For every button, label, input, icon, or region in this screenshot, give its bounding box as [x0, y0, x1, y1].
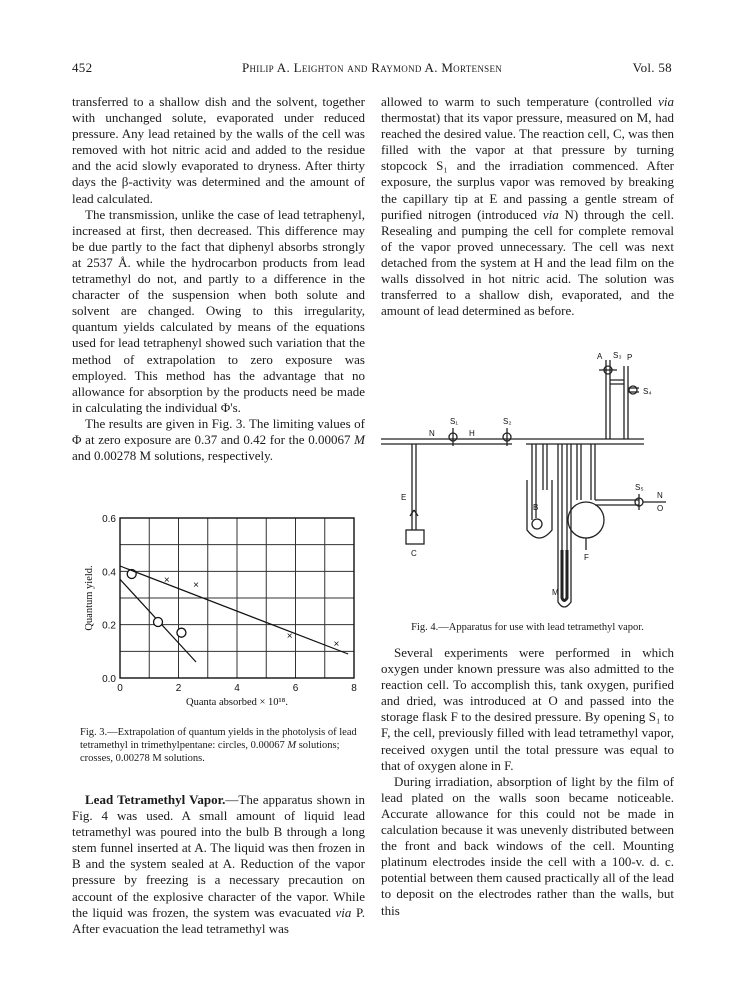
- label-m: M: [552, 588, 559, 597]
- cross-data-point: ×: [163, 574, 170, 586]
- label-s1: S₁: [450, 417, 459, 426]
- x-tick-label: 0: [117, 683, 123, 694]
- x-tick-label: 6: [292, 683, 299, 694]
- reaction-cell: [406, 530, 424, 544]
- page-number: 452: [72, 60, 93, 75]
- storage-flask: [568, 502, 604, 538]
- pump-line: [624, 366, 628, 439]
- label-b: B: [533, 503, 539, 512]
- label-s4: S₄: [643, 387, 652, 396]
- figure-4-apparatus: [381, 350, 674, 612]
- paragraph: —The apparatus shown in Fig. 4 was used. A small amount of liquid lead tetramethyl was poured into the bulb B through a long stem funnel inserted at A. The liquid was then frozen in B and the system sealed at A. Reduction of the vapor pressure by freezing is a necessary precaution on account of the explosive character of the vapor. While the liquid was frozen, the system was evacuated via P. After evacuation the lead tetramethyl was: [72, 792, 365, 936]
- manometer-mercury: [562, 550, 567, 601]
- label-p: P: [627, 353, 633, 362]
- paragraph: The transmission, unlike the case of lead tetraphenyl, increased at first, then decreased. This difference may be due partly to the fact that diphenyl absorbs strongly at 2537 Å. while the hydrocarbon products from lead tetramethyl do not, and partly to a difference in the character of the suspension when both solute and solvent are changed. Owing to this irregularity, quantum yields calculated by means of the equations used for lead tetraphenyl showed such variation that the method of extrapolation to zero exposure was employed. This method has the advantage that no allowance for absorption by the products need be made in calculating the individual Φ's.: [72, 206, 365, 415]
- label-f: F: [584, 553, 589, 562]
- label-a: A: [597, 352, 603, 361]
- y-tick-label: 0.0: [102, 674, 116, 685]
- label-n2: N: [657, 491, 663, 500]
- label-c: C: [411, 549, 417, 558]
- x-tick-label: 2: [175, 683, 182, 694]
- cross-data-point: ×: [286, 630, 293, 642]
- x-axis-label: Quanta absorbed × 10¹⁸.: [186, 697, 288, 708]
- circle-data-point: [177, 628, 186, 637]
- paragraph: Several experiments were performed in which oxygen under known pressure was also admitted to the reaction cell. To accomplish this, tank oxygen, purified and dried, was introduced at O and passed into the storage flask F to the desired pressure. By opening S₁ to F, the cell, previously filled with lead tetramethyl vapor, received oxygen until the total pressure was equal to that of oxygen alone in F.: [381, 645, 674, 773]
- stopcock-s4: [629, 386, 637, 394]
- filling-tube: [606, 360, 610, 439]
- label-s2: S₂: [503, 417, 512, 426]
- figure-4-caption: Fig. 4.—Apparatus for use with lead tetramethyl vapor.: [411, 622, 644, 633]
- x-tick-label: 4: [234, 683, 240, 694]
- label-s3: S₃: [613, 351, 622, 360]
- label-e: E: [401, 493, 407, 502]
- x-tick-label: 8: [351, 683, 357, 694]
- y-tick-label: 0.6: [102, 514, 116, 525]
- y-axis-label: Quantum yield.: [84, 565, 95, 631]
- left-column-bottom: [72, 792, 365, 937]
- label-h: H: [469, 429, 475, 438]
- y-tick-label: 0.2: [102, 620, 116, 632]
- cross-series-fit-line: [120, 566, 348, 654]
- right-column-top: [381, 94, 674, 319]
- label-s5: S₅: [635, 483, 644, 492]
- label-o: O: [657, 504, 664, 513]
- manifold-tube: [381, 439, 644, 444]
- figure-3-chart: [76, 508, 366, 722]
- left-column-top: [72, 94, 365, 464]
- right-column-bottom: [381, 645, 674, 919]
- paragraph: The results are given in Fig. 3. The limiting values of Φ at zero exposure are 0.37 and 0.42 for the 0.00067 M and 0.00278 M solutions, respectively.: [72, 415, 365, 464]
- volume-number: Vol. 58: [632, 60, 672, 75]
- cross-data-point: ×: [193, 580, 199, 592]
- running-title: Philip A. Leighton and Raymond A. Mortensen: [241, 60, 503, 75]
- cell-stem: [412, 444, 416, 530]
- paragraph: allowed to warm to such temperature (controlled via thermostat) that its vapor pressure, measured on M, had reached the desired value. The reaction cell, C, was then filled with the vapor at that pressure by turning stopcock S₁ and the irradiation commenced. After exposure, the surplus vapor was removed by breaking the capillary tip at E and passing a gentle stream of purified nitrogen (introduced via N) through the cell. Resealing and pumping the cell for complete removal of the vapor proved unnecessary. The cell was next detached from the system at H and the lead film on the walls dissolved in hot nitric acid. The solution was transferred to a shallow dish, evaporated, and the amount of lead determined as before.: [381, 94, 674, 319]
- label-n: N: [429, 429, 435, 438]
- figure-3-caption: Fig. 3.—Extrapolation of quantum yields in the photolysis of lead tetramethyl in trimethylpentane: circles, 0.00067 M solutions; crosses, 0.00278 M solutions.: [80, 727, 357, 764]
- cross-data-point: ×: [333, 638, 340, 650]
- paragraph: During irradiation, absorption of light by the film of lead plated on the walls soon became noticeable. Accurate allowance for this could not be made in calculation because it was unevenly distributed between the front and back windows of the cell. Mounting platinum electrodes inside the cell with a 100-v. d. c. potential between them caused practically all of the lead to deposit on the electrodes rather than the walls, but this: [381, 773, 674, 918]
- paragraph: transferred to a shallow dish and the solvent, together with unchanged solute, evaporated under reduced pressure. Any lead retained by the walls of the cell was removed with hot nitric acid and added to the residue and the acid slowly evaporated to dryness. After thirty days the β-activity was determined and the amount of lead calculated.: [72, 94, 365, 206]
- section-heading: Lead Tetramethyl Vapor.: [85, 792, 226, 807]
- capillary-tip: [410, 510, 418, 516]
- running-header: [72, 60, 672, 78]
- y-tick-label: 0.4: [102, 567, 116, 579]
- circle-data-point: [154, 618, 163, 627]
